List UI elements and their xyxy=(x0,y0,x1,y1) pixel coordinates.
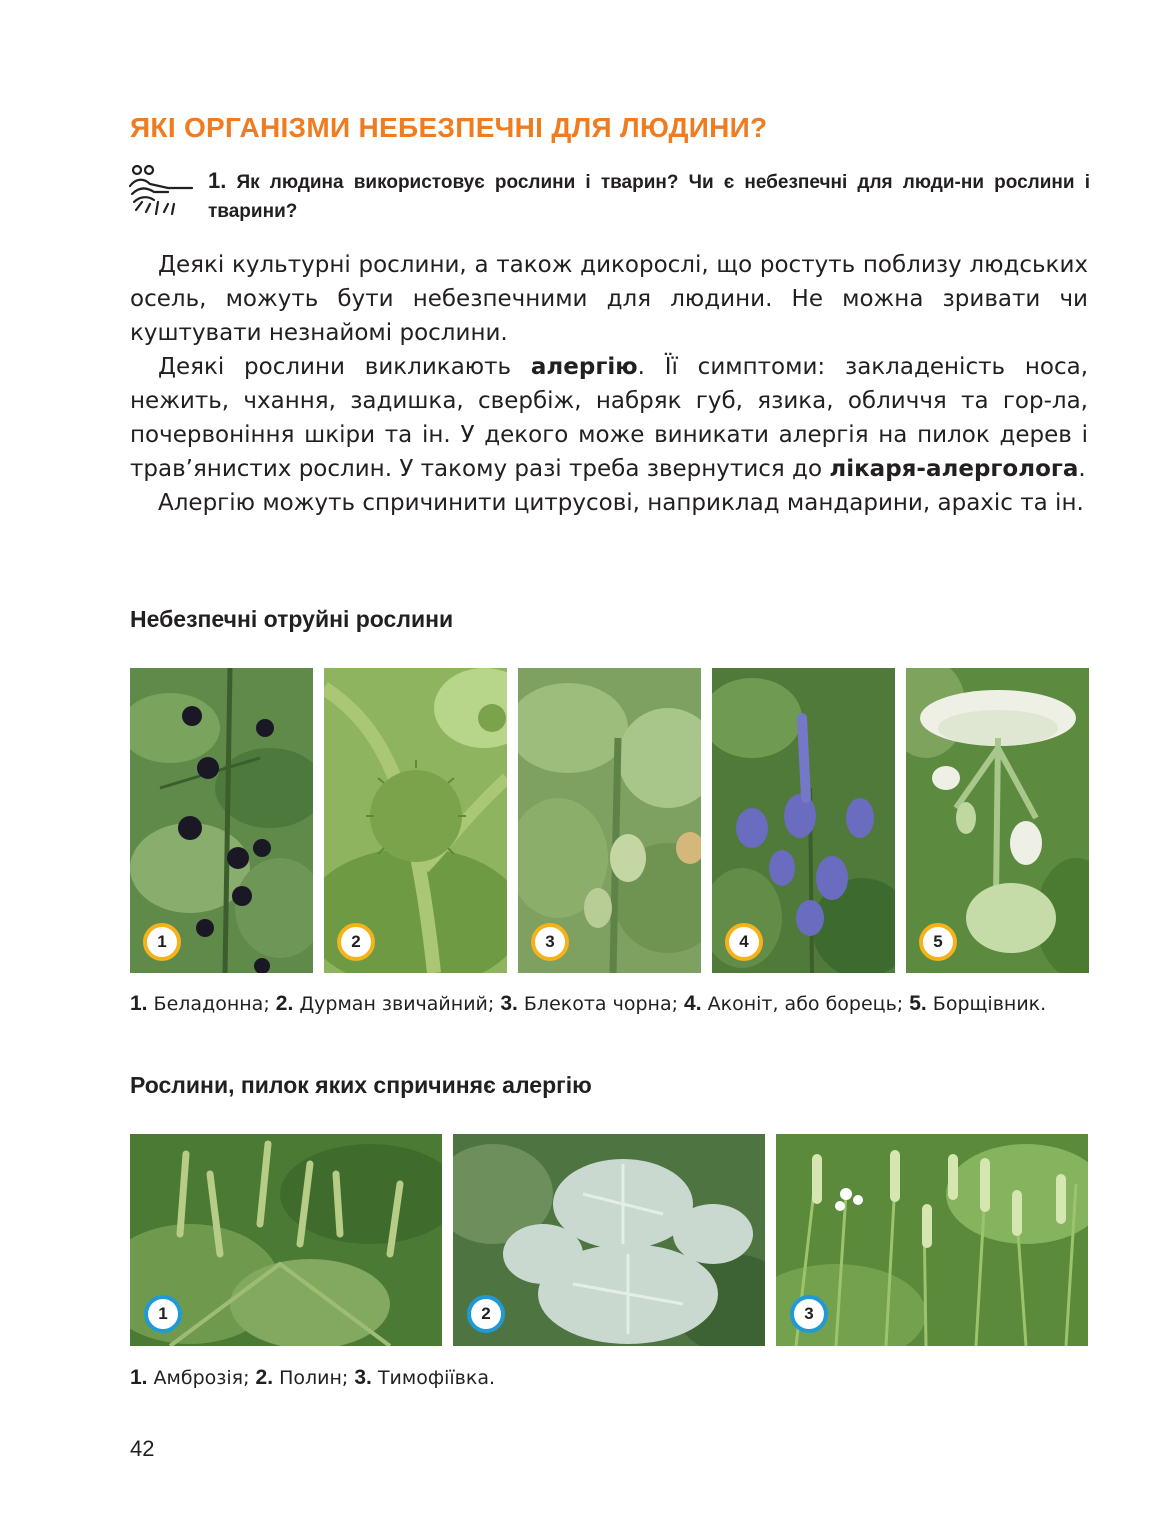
caption-text: Дурман звичайний; xyxy=(293,993,501,1015)
photo-timothy-grass xyxy=(776,1134,1088,1346)
photo-aconite xyxy=(712,668,895,973)
photo-badge: 3 xyxy=(790,1295,828,1333)
question-block xyxy=(208,166,1090,226)
poisonous-plants-heading: Небезпечні отруйні рослини xyxy=(130,606,454,632)
poisonous-caption xyxy=(130,988,1090,1020)
photo-badge: 1 xyxy=(143,923,181,961)
photo-badge: 3 xyxy=(531,923,569,961)
caption-number: 1. xyxy=(130,992,148,1015)
caption-text: Блекота чорна; xyxy=(517,993,685,1015)
photo-badge: 1 xyxy=(144,1295,182,1333)
allergenic-plants-heading: Рослини, пилок яких спричиняє алергію xyxy=(130,1072,592,1098)
term-allergist: лікаря-алерголога xyxy=(829,456,1079,482)
paragraph-2-text: Деякі рослини викликають xyxy=(158,354,531,380)
photo-henbane xyxy=(518,668,701,973)
photo-badge: 2 xyxy=(467,1295,505,1333)
caption-number: 1. xyxy=(130,1366,148,1389)
question-number: 1. xyxy=(208,168,227,193)
photo-badge: 5 xyxy=(919,923,957,961)
photo-badge: 4 xyxy=(725,923,763,961)
paragraph-2 xyxy=(130,350,1088,486)
caption-text: Амброзія; xyxy=(147,1367,256,1389)
page-number: 42 xyxy=(130,1436,155,1461)
allergenic-caption xyxy=(130,1362,1090,1394)
paragraph-2-text-cont: . Її симптоми: закладеність носа, нежить, чхання, задишка, свербіж, набряк губ, язика, обличчя та гор-ла, почервоніння шкіри та ін. У декого може виникати алергія на пилок дерев і трав’янистих рослин. У такому разі треба звернутися до xyxy=(130,354,1088,482)
caption-number: 3. xyxy=(354,1366,372,1389)
term-allergy: алергію xyxy=(530,354,638,380)
paragraph-2-end: . xyxy=(1078,456,1086,482)
paragraph-1: Деякі культурні рослини, а також дикорослі, що ростуть поблизу людських осель, можуть бути небезпечними для людини. Не можна зривати чи куштувати незнайомі рослини. xyxy=(130,252,1088,346)
photo-belladonna xyxy=(130,668,313,973)
caption-text: Тимофіївка. xyxy=(371,1367,496,1389)
caption-number: 3. xyxy=(500,992,518,1015)
discussion-group-icon xyxy=(128,162,194,220)
caption-number: 5. xyxy=(909,992,927,1015)
photo-ragweed xyxy=(130,1134,442,1346)
paragraph-3: Алергію можуть спричинити цитрусові, наприклад мандарини, арахіс та ін. xyxy=(158,490,1084,516)
body-text xyxy=(130,248,1088,520)
caption-text: Полин; xyxy=(273,1367,355,1389)
caption-number: 2. xyxy=(255,1366,274,1389)
caption-text: Беладонна; xyxy=(147,993,276,1015)
photo-hogweed xyxy=(906,668,1089,973)
page-title: ЯКІ ОРГАНІЗМИ НЕБЕЗПЕЧНІ ДЛЯ ЛЮДИНИ? xyxy=(130,112,768,143)
photo-badge: 2 xyxy=(337,923,375,961)
caption-text: Аконіт, або борець; xyxy=(701,993,910,1015)
photo-wormwood xyxy=(453,1134,765,1346)
photo-datura xyxy=(324,668,507,973)
caption-number: 2. xyxy=(275,992,294,1015)
caption-number: 4. xyxy=(684,992,702,1015)
question-text: Як людина використовує рослини і тварин? Чи є небезпечні для люди-ни рослини і тварини? xyxy=(208,172,1090,222)
caption-text: Борщівник. xyxy=(926,993,1047,1015)
